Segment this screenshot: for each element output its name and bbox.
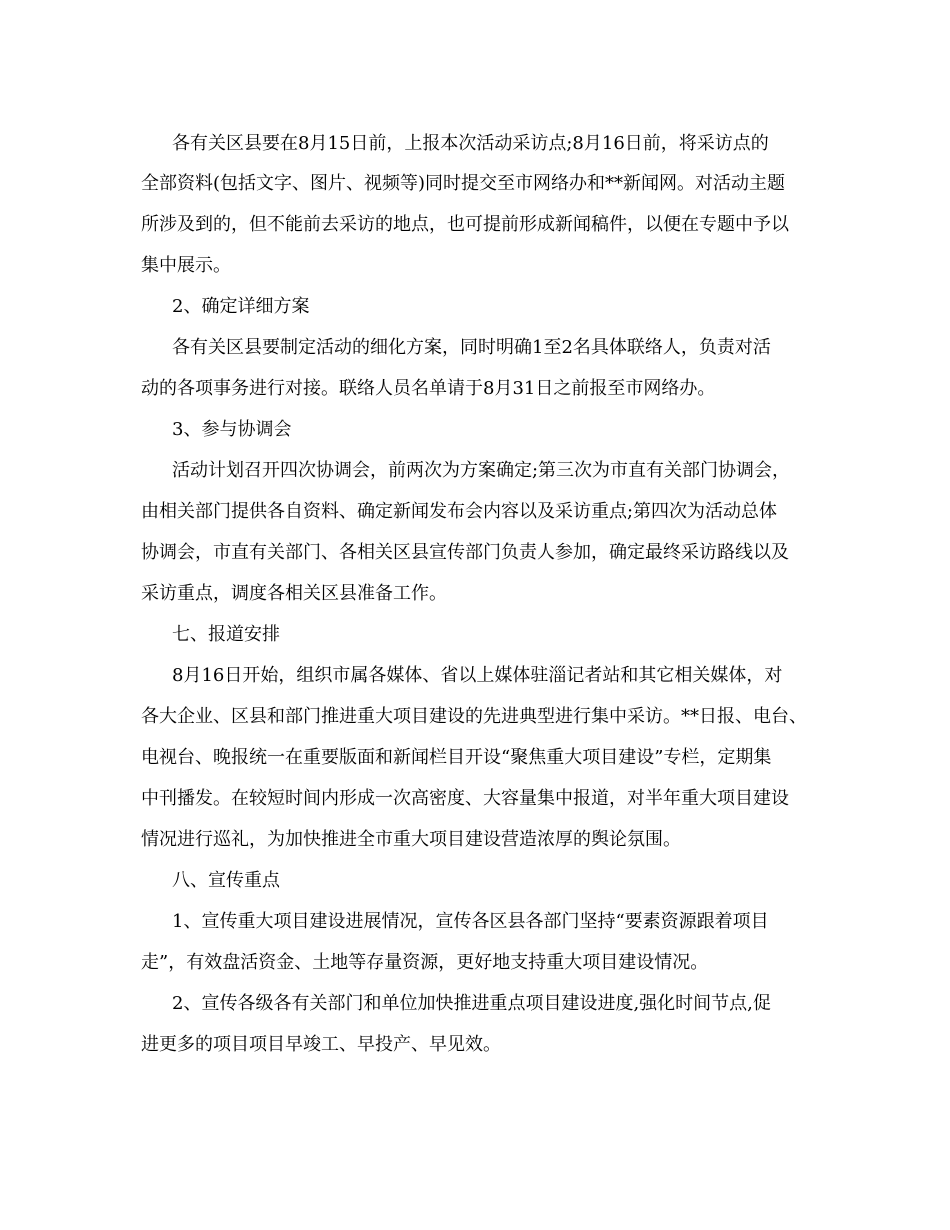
text-line-7: 动的各项事务进行对接。联络人员名单请于8月31日之前报至市网络办。 [141,378,716,399]
text-line-11: 协调会，市直有关部门、各相关区县宣传部门负责人参加，确定最终采访路线以及 [141,542,789,563]
text-line-17: 中刊播发。在较短时间内形成一次高密度、大容量集中报道，对半年重大项目建设 [141,788,789,809]
text-line-14: 8月16日开始，组织市属各媒体、省以上媒体驻淄记者站和其它相关媒体，对 [172,665,783,686]
section-heading-reporting: 七、报道安排 [172,624,280,645]
section-heading-detailed-plan: 2、确定详细方案 [172,296,310,317]
text-line-12: 采访重点，调度各相关区县准备工作。 [141,583,447,604]
text-line-23: 进更多的项目项目早竣工、早投产、早见效。 [141,1034,501,1055]
text-line-2: 全部资料(包括文字、图片、视频等)同时提交至市网络办和**新闻网。对活动主题 [141,173,786,194]
text-line-4: 集中展示。 [141,255,231,276]
text-line-3: 所涉及到的，但不能前去采访的地点，也可提前形成新闻稿件，以便在专题中予以 [141,214,789,235]
text-line-9: 活动计划召开四次协调会，前两次为方案确定;第三次为市直有关部门协调会， [172,460,791,481]
text-line-22: 2、宣传各级各有关部门和单位加快推进重点项目建设进度,强化时间节点,促 [172,993,771,1014]
text-line-15: 各大企业、区县和部门推进重大项目建设的先进典型进行集中采访。**日报、电台、 [141,706,807,727]
section-heading-coordination-meeting: 3、参与协调会 [172,419,292,440]
text-line-6: 各有关区县要制定活动的细化方案，同时明确1至2名具体联络人，负责对活 [172,337,771,358]
text-line-18: 情况进行巡礼，为加快推进全市重大项目建设营造浓厚的舆论氛围。 [141,829,681,850]
text-line-21: 走”，有效盘活资金、土地等存量资源，更好地支持重大项目建设情况。 [141,952,709,973]
text-line-20: 1、宣传重大项目建设进展情况，宣传各区县各部门坚持“要素资源跟着项目 [172,911,769,932]
text-line-16: 电视台、晚报统一在重要版面和新闻栏目开设“聚焦重大项目建设”专栏，定期集 [141,747,772,768]
text-line-10: 由相关部门提供各自资料、确定新闻发布会内容以及采访重点;第四次为活动总体 [141,501,778,522]
text-line-1: 各有关区县要在8月15日前，上报本次活动采访点;8月16日前，将采访点的 [172,133,769,154]
section-heading-publicity-focus: 八、宣传重点 [172,870,280,891]
